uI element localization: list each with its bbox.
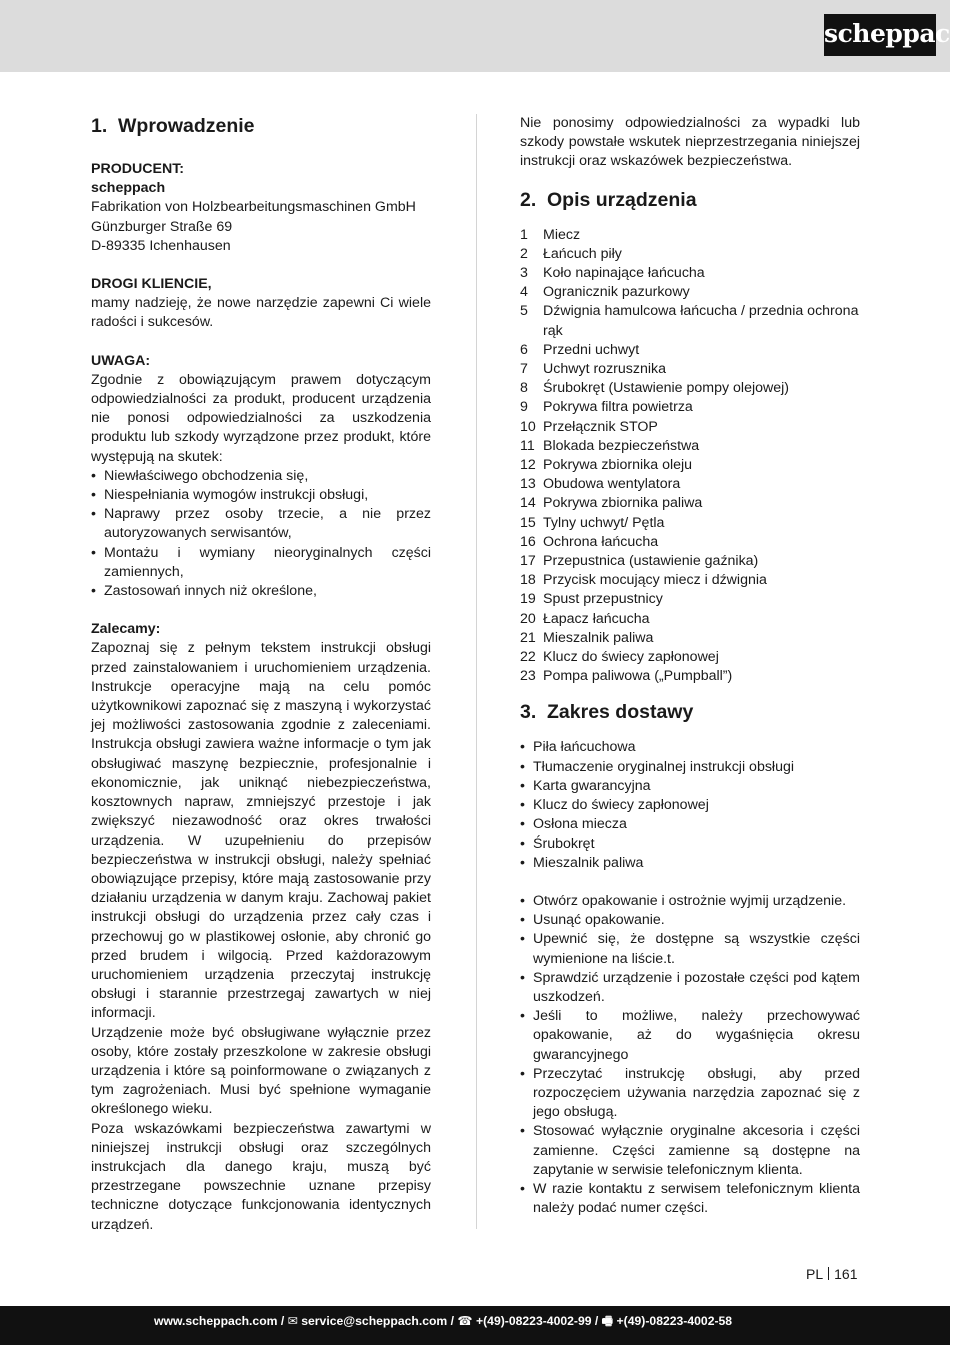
list-item	[520, 398, 860, 417]
list-item: • W razie kontaktu z serwisem telefonicznym klienta należy podać numer części.	[520, 1180, 860, 1218]
part-name: Przepustnica (ustawienie gaźnika)	[543, 553, 759, 570]
part-name: Dźwignia hamulcowa łańcucha / przednia ochrona rąk	[543, 303, 859, 339]
list-item: • Karta gwarancyjna	[520, 777, 860, 796]
list-item	[520, 341, 860, 360]
part-number: 16	[520, 533, 536, 550]
list-item: • Usunąć opakowanie.	[520, 911, 860, 930]
list-item: • Niespełniania wymogów instrukcji obsługi,	[91, 486, 431, 505]
list-item	[520, 667, 860, 686]
part-number: 11	[520, 437, 535, 454]
part-name: Łańcuch piły	[543, 245, 622, 262]
header-bar	[0, 0, 967, 72]
part-name: Mieszalnik paliwa	[543, 629, 654, 646]
page-separator	[828, 1267, 829, 1280]
list-item	[520, 283, 860, 302]
section-number: 3.	[520, 701, 537, 724]
producer-company: Fabrikation von Holzbearbeitungsmaschinen GmbH	[91, 199, 416, 216]
part-number: 19	[520, 591, 536, 608]
list-item	[520, 475, 860, 494]
producer-label: PRODUCENT:	[91, 161, 185, 177]
part-name: Tylny uchwyt/ Pętla	[543, 514, 665, 531]
liability-text: Nie ponosimy odpowiedzialności za wypadki lub szkody powstałe wskutek nieprzestrzegania niniejszej instrukcji oraz wskazówek bezpieczeństwa.	[520, 115, 860, 170]
part-name: Klucz do świecy zapłonowej	[543, 649, 719, 666]
part-name: Obudowa wentylatora	[543, 476, 681, 493]
part-number: 6	[520, 341, 528, 358]
scheppach-logo: scheppach	[824, 14, 936, 56]
right-column	[520, 114, 860, 1218]
parts-list	[520, 226, 860, 687]
part-name: Ochrona łańcucha	[543, 533, 659, 550]
delivery-list	[520, 738, 860, 872]
warning-list	[91, 467, 431, 601]
part-number: 3	[520, 265, 528, 282]
section-title: Opis urządzenia	[547, 188, 697, 211]
list-item	[520, 245, 860, 264]
part-number: 8	[520, 380, 528, 397]
section-number: 2.	[520, 188, 537, 211]
list-item	[520, 494, 860, 513]
list-item: • Śrubokręt	[520, 835, 860, 854]
list-item	[520, 418, 860, 437]
section-1-heading	[91, 114, 431, 138]
part-number: 7	[520, 361, 528, 378]
part-name: Uchwyt rozrusznika	[543, 361, 666, 378]
list-item	[520, 610, 860, 629]
part-name: Pokrywa zbiornika oleju	[543, 457, 693, 474]
list-item	[520, 379, 860, 398]
list-item: • Upewnić się, że dostępne są wszystkie części wymienione na liście.t.	[520, 930, 860, 968]
list-item	[520, 533, 860, 552]
warning-label: UWAGA:	[91, 352, 151, 369]
producer-city: D-89335 Ichenhausen	[91, 237, 231, 254]
part-number: 20	[520, 610, 536, 627]
language-code: PL	[806, 1266, 824, 1282]
list-item	[520, 590, 860, 609]
column-divider	[476, 114, 477, 1229]
part-number: 22	[520, 649, 536, 666]
list-item: • Piła łańcuchowa	[520, 738, 860, 757]
part-name: Koło napinające łańcucha	[543, 265, 705, 282]
list-item	[520, 264, 860, 283]
part-name: Blokada bezpieczeństwa	[543, 437, 700, 454]
list-item	[520, 552, 860, 571]
list-item: • Przeczytać instrukcję obsługi, aby przed rozpoczęciem używania narzędzia zapoznać się z jego obsługą.	[520, 1065, 860, 1123]
list-item	[520, 648, 860, 667]
part-number: 13	[520, 476, 536, 493]
part-name: Ogranicznik pazurkowy	[543, 284, 690, 301]
list-item: • Niewłaściwego obchodzenia się,	[91, 467, 431, 486]
list-item	[520, 226, 860, 245]
contact-info: www.scheppach.com / ✉ service@scheppach.com / ☎ +(49)-08223-4002-99 / 🖷 +(49)-08223-4002-58	[154, 1314, 733, 1328]
part-number: 18	[520, 572, 536, 589]
part-number: 12	[520, 457, 536, 474]
list-item	[520, 629, 860, 648]
part-number: 1	[520, 226, 528, 243]
recommend-label: Zalecamy:	[91, 621, 161, 638]
part-name: Łapacz łańcucha	[543, 610, 650, 627]
recommend-paragraph: Zapoznaj się z pełnym tekstem instrukcji obsługi przed zainstalowaniem i uruchomieniem urządzenia. Instrukcje operacyjne mają na celu pomóc użytkownikowi zapoznać się z maszyną i wykorzystać jej możliwości zastosowania zgodnie z zaleceniami. Instrukcja obsługi zawiera ważne informacje o tym jak obsługiwać maszynę bezpiecznie, profesjonalnie i ekonomicznie, jak uniknąć niebezpieczeństwa, kosztownych napraw, zmniejszyć przestoje i jak zwiększyć niezawodność oraz okres trwałości urządzenia. W uzupełnieniu do przepisów bezpieczeństwa w instrukcji obsługi, należy spełniać obowiązujące przepisy, które mają zastosowanie przy działaniu urządzenia w danym kraju. Zachowaj pakiet instrukcji obsługi do urządzenia przez cały czas i przechowuj go w plastikowej osłonie, aby chronić go przed brudem i wilgocią. Przed każdorazowym uruchomieniem urządzenia przeczytaj instrukcję obsługi i starannie przestrzegaj zawartych w niej informacji.	[91, 640, 431, 1022]
producer-name: scheppach	[91, 180, 166, 197]
page-number-value: 161	[834, 1266, 858, 1282]
left-column	[91, 114, 431, 1235]
section-number: 1.	[91, 115, 108, 137]
part-number: 9	[520, 399, 528, 416]
part-name: Przedni uchwyt	[543, 341, 640, 358]
part-name: Śrubokręt (Ustawienie pompy olejowej)	[543, 380, 790, 397]
list-item: • Osłona miecza	[520, 815, 860, 834]
part-name: Miecz	[543, 226, 581, 243]
section-3-heading	[520, 700, 860, 724]
part-name: Pompa paliwowa („Pumpball”)	[543, 668, 733, 685]
part-number: 21	[520, 629, 536, 646]
part-number: 5	[520, 303, 528, 320]
part-number: 2	[520, 245, 528, 262]
part-number: 23	[520, 668, 536, 685]
part-name: Pokrywa filtra powietrza	[543, 399, 693, 416]
list-item	[520, 456, 860, 475]
producer-street: Günzburger Straße 69	[91, 218, 233, 235]
list-item: • Zastosowań innych niż określone,	[91, 582, 431, 601]
recommend-paragraph: Poza wskazówkami bezpieczeństwa zawartymi w niniejszej instrukcji obsługi oraz szczególnych instrukcjach dla danego kraju, muszą być przestrzegane powszechnie uznane przepisy techniczne dotyczące funkcjonowania identycznych urządzeń.	[91, 1120, 431, 1233]
part-name: Przycisk mocujący miecz i dźwignia	[543, 572, 767, 589]
list-item: • Sprawdzić urządzenie i pozostałe części pod kątem uszkodzeń.	[520, 969, 860, 1007]
list-item: • Jeśli to możliwe, należy przechowywać opakowanie, aż do wygaśnięcia okresu gwarancyjnego	[520, 1007, 860, 1065]
list-item: • Stosować wyłącznie oryginalne akcesoria i części zamienne. Części zamienne są dostępne na zapytanie w serwisie telefonicznym klienta.	[520, 1122, 860, 1180]
part-number: 15	[520, 514, 536, 531]
list-item	[520, 571, 860, 590]
section-2-heading	[520, 188, 860, 212]
section-title: Zakres dostawy	[547, 701, 694, 724]
list-item	[520, 437, 860, 456]
list-item: • Otwórz opakowanie i ostrożnie wyjmij urządzenie.	[520, 892, 860, 911]
list-item	[520, 302, 860, 340]
list-item: • Klucz do świecy zapłonowej	[520, 796, 860, 815]
list-item: • Mieszalnik paliwa	[520, 854, 860, 873]
recommend-paragraph: Urządzenie może być obsługiwane wyłącznie przez osoby, które zostały przeszkolone w zakresie obsługi urządzenia i które są poinformowane o związanych z tym zagrożeniach. Musi być spełnione wymaganie określonego wieku.	[91, 1024, 431, 1118]
section-title: Wprowadzenie	[118, 115, 255, 137]
page-number	[806, 1264, 857, 1284]
dear-customer-text: mamy nadzieję, że nowe narzędzie zapewni Ci wiele radości i sukcesów.	[91, 295, 431, 331]
dear-customer-label: DROGI KLIENCIE,	[91, 276, 212, 293]
part-name: Przełącznik STOP	[543, 418, 658, 435]
part-name: Pokrywa zbiornika paliwa	[543, 495, 703, 512]
part-number: 14	[520, 495, 536, 512]
list-item: • Montażu i wymiany nieoryginalnych części zamiennych,	[91, 544, 431, 582]
list-item	[520, 514, 860, 533]
list-item: • Tłumaczenie oryginalnej instrukcji obsługi	[520, 758, 860, 777]
part-number: 17	[520, 553, 536, 570]
list-item: • Naprawy przez osoby trzecie, a nie przez autoryzowanych serwisantów,	[91, 505, 431, 543]
unpack-steps-list	[520, 892, 860, 1218]
part-number: 10	[520, 418, 536, 435]
list-item	[520, 360, 860, 379]
part-name: Spust przepustnicy	[543, 591, 663, 608]
warning-text: Zgodnie z obowiązującym prawem dotyczącym odpowiedzialności za produkt, producent urządzenia nie ponosi odpowiedzialności za uszkodzenia produktu lub szkody wyrządzone przez produkt, które występują na skutek:	[91, 371, 431, 465]
part-number: 4	[520, 284, 528, 301]
